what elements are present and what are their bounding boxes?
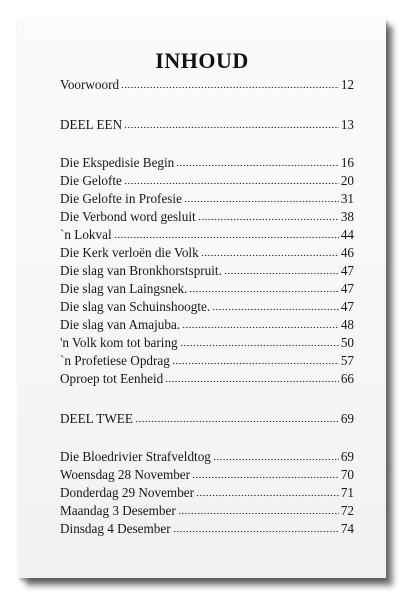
toc-entry [60, 227, 354, 243]
toc-entry-page: 47 [340, 299, 354, 314]
dot-leader [178, 504, 339, 516]
dot-leader [192, 468, 339, 480]
toc-entry-page: 74 [340, 521, 354, 536]
toc-entry-label: `n Profetiese Opdrag [60, 353, 170, 368]
dot-leader [182, 318, 339, 330]
toc-entry-page: 38 [340, 209, 354, 224]
toc-entry-label: Woensdag 28 November [60, 467, 191, 482]
toc-entry-page: 57 [340, 353, 354, 368]
toc-entry [60, 155, 354, 171]
table-of-contents [60, 18, 354, 578]
dot-leader [121, 78, 339, 90]
toc-entry-page: 31 [340, 191, 354, 206]
toc-section-heading [60, 117, 354, 133]
toc-entry-label: Die Gelofte [60, 173, 122, 188]
dot-leader [180, 336, 339, 348]
toc-entry-label: Oproep tot Eenheid [60, 371, 164, 386]
toc-entry [60, 191, 354, 207]
toc-entry-label: Maandag 3 Desember [60, 503, 176, 518]
toc-entry [60, 485, 354, 501]
toc-entry [60, 521, 354, 537]
toc-entry-page: 50 [340, 335, 354, 350]
toc-entry-label: Die slag van Laingsnek. [60, 281, 188, 296]
dot-leader [196, 486, 339, 498]
toc-entry-page: 48 [340, 317, 354, 332]
toc-entry-label: Die slag van Amajuba. [60, 317, 181, 332]
page-title: INHOUD [155, 48, 249, 73]
dot-leader [213, 450, 339, 462]
toc-entry [60, 353, 354, 369]
toc-entry [60, 281, 354, 297]
toc-entry [60, 335, 354, 351]
toc-entry-page: 16 [340, 155, 354, 170]
toc-entry-label: Die Ekspedisie Begin [60, 155, 175, 170]
toc-entry-label: Die slag van Bronkhorstspruit. [60, 263, 222, 278]
toc-entry-label: Die slag van Schuinshoogte. [60, 299, 211, 314]
dot-leader [184, 192, 339, 204]
toc-entry [60, 299, 354, 315]
toc-entry-page: 47 [340, 263, 354, 278]
toc-entry-page: 70 [340, 467, 354, 482]
dot-leader [224, 264, 339, 276]
toc-entry-page: 72 [340, 503, 354, 518]
toc-entry [60, 371, 354, 387]
toc-section-heading [60, 411, 354, 427]
toc-entry-page: 71 [340, 485, 354, 500]
dot-leader [135, 412, 339, 424]
dot-leader [124, 174, 339, 186]
toc-entry [60, 503, 354, 519]
dot-leader [165, 372, 339, 384]
toc-entry-label: DEEL TWEE [60, 411, 133, 426]
toc-entry-label: Die Kerk verloën die Volk [60, 245, 199, 260]
dot-leader [176, 156, 339, 168]
toc-entry-page: 66 [340, 371, 354, 386]
toc-entry [60, 245, 354, 261]
toc-entry [60, 173, 354, 189]
toc-entry-page: 69 [340, 411, 354, 426]
book-page [18, 18, 386, 578]
toc-entry-page: 44 [340, 227, 354, 242]
toc-entry-label: Die Verbond word gesluit [60, 209, 196, 224]
toc-entry-label: Voorwoord [60, 77, 120, 92]
dot-leader [212, 300, 339, 312]
toc-entry-label: Dinsdag 4 Desember [60, 521, 171, 536]
dot-leader [189, 282, 338, 294]
toc-entry-label: Donderdag 29 November [60, 485, 195, 500]
toc-entry-label: DEEL EEN [60, 117, 123, 132]
toc-entry [60, 77, 354, 93]
toc-entry [60, 317, 354, 333]
dot-leader [172, 354, 339, 366]
dot-leader [198, 210, 339, 222]
toc-entry [60, 263, 354, 279]
toc-entry-page: 13 [340, 117, 354, 132]
toc-entry-page: 69 [340, 449, 354, 464]
toc-entry [60, 209, 354, 225]
toc-entry [60, 467, 354, 483]
toc-entry-label: Die Bloedrivier Strafveldtog [60, 449, 211, 464]
toc-entry-page: 47 [340, 281, 354, 296]
toc-entry-label: Die Gelofte in Profesie [60, 191, 182, 206]
toc-entry-page: 12 [340, 77, 354, 92]
toc-entry-page: 46 [340, 245, 354, 260]
toc-entry [60, 449, 354, 465]
toc-entry-page: 20 [340, 173, 354, 188]
dot-leader [201, 246, 339, 258]
dot-leader [114, 228, 339, 240]
dot-leader [173, 522, 339, 534]
toc-entry-label: `n Lokval [60, 227, 112, 242]
dot-leader [124, 118, 339, 130]
toc-entry-label: 'n Volk kom tot baring [60, 335, 178, 350]
